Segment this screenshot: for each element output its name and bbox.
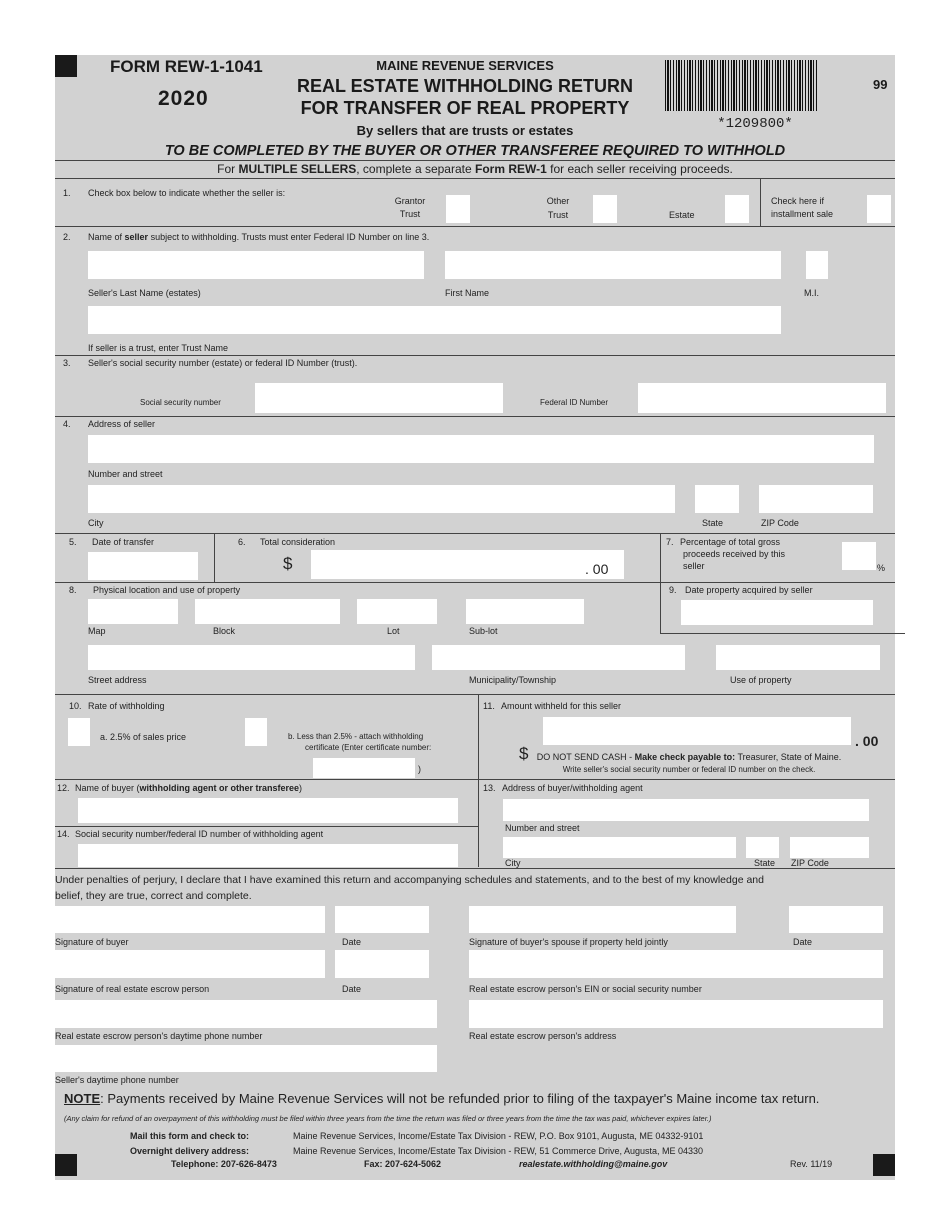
revision: Rev. 11/19: [790, 1159, 833, 1169]
date-acquired-input[interactable]: [681, 600, 873, 625]
seller-first-name-input[interactable]: [445, 251, 781, 279]
page-code: 99: [873, 77, 888, 92]
municipality-input[interactable]: [432, 645, 685, 670]
seller-zip-input[interactable]: [759, 485, 873, 513]
registration-mark: [873, 1154, 895, 1176]
refund-claim-note: (Any claim for refund of an overpayment of this withholding must be filed within three years from the time the return was filed or three years from the time the tax was paid, whichever expires later.): [64, 1114, 712, 1123]
certificate-number-input[interactable]: [313, 758, 415, 778]
barcode-text: *1209800*: [717, 116, 793, 132]
percentage-input[interactable]: [842, 542, 876, 570]
block-input[interactable]: [195, 599, 340, 624]
line1-label: Check box below to indicate whether the seller is:: [88, 188, 286, 198]
estate-checkbox[interactable]: [725, 195, 749, 223]
telephone: Telephone: 207-626-8473: [171, 1159, 277, 1169]
escrow-phone-input[interactable]: [55, 1000, 437, 1028]
spouse-signature-date-input[interactable]: [789, 906, 883, 933]
transfer-date-input[interactable]: [88, 552, 198, 580]
buyer-street-input[interactable]: [503, 799, 869, 821]
form-page: FORM REW-1-1041 2020 MAINE REVENUE SERVICES REAL ESTATE WITHHOLDING RETURN FOR TRANSFER OF REAL PROPERTY By sellers that are trusts or estates *1209800* 99 TO BE COMPLETED BY THE BUYER OR OTHER TRANSFEREE REQUIRED TO WITHHOLD For MULTIPLE SELLERS, complete a separate Form REW-1 for each seller receiving proceeds. 1. Check box below to indicate whether the seller is: Grantor Trust Other Trust Estate Check here if installment sale 2. Name of seller subject to withholding. Trusts must enter Federal ID Number on line 3. Seller's Last Name (estates) First Name M.I. If seller is a trust, enter Trust Name 3. Seller's social security number (estate) or federal ID Number (trust). Social security number Federal ID Number 4. Address of seller Number and street City State ZIP Code 5. Date of transfer 6. Total consideration $ . 00 7. Percentage of total gross proceeds received by this seller % 8. Physical location and use of property Map Block Lot Sub-lot 9. Date property acquired by seller Street address Municipality/Township Use of property 10. Rate of withholding a. 2.5% of sales price b. Less than 2.5% - attach withholding certificate (Enter certificate number: ) 11. Amount withheld for this seller $ . 00 DO NOT SEND CASH - Make check payable to: Treasurer, State of Maine. Write seller's social security number or federal ID number on the check. 12. Name of buyer (withholding agent or other transferee) 13. Address of buyer/withholding agent Number and street 14. Social security number/federal ID number of withholding agent City State ZIP Code Under penalties of perjury, I declare that I have examined this return and accompanying schedules and statements, and to the best of my knowledge and belief, they are true, correct and complete. Signature of buyer Date Signature of buyer's spouse if property held jointly Date Signature of real estate escrow person Date Real estate escrow person's EIN or social security number Real estate escrow person's daytime phone number Real estate escrow person's address Seller's daytime phone number NOTE: Payments received by Maine Revenue Services will not be refunded prior to filing of the taxpayer's Maine income tax return. (Any claim for refund of an overpayment of this withholding must be filed within three years from the time the return was filed or three years from the time the tax was paid, whichever expires later.) Mail this form and check to: Maine Revenue Services, Income/Estate Tax Division - REW, P.O. Box 9101, Augusta, ME 04332-9101 Overnight delivery address: Maine Revenue Services, Income/Estate Tax Division - REW, 51 Commerce Drive, Augusta, ME 04330 Telephone: 207-626-8473 Fax: 207-624-5062 realestate.withholding@maine.gov Rev. 11/19: [55, 55, 895, 1180]
escrow-signature-input[interactable]: [55, 950, 325, 978]
amount-withheld-input[interactable]: [543, 717, 851, 745]
form-subtitle: By sellers that are trusts or estates: [356, 123, 574, 138]
mailing-address: Maine Revenue Services, Income/Estate Tax Division - REW, P.O. Box 9101, Augusta, ME 04332-9101: [293, 1131, 704, 1141]
registration-mark: [55, 1154, 77, 1176]
total-consideration-input[interactable]: [311, 550, 624, 579]
completed-by-notice: TO BE COMPLETED BY THE BUYER OR OTHER TRANSFEREE REQUIRED TO WITHHOLD: [164, 143, 786, 159]
seller-street-input[interactable]: [88, 435, 874, 463]
map-input[interactable]: [88, 599, 178, 624]
use-of-property-input[interactable]: [716, 645, 880, 670]
sublot-input[interactable]: [466, 599, 584, 624]
seller-fein-input[interactable]: [638, 383, 886, 413]
seller-last-name-input[interactable]: [88, 251, 424, 279]
overnight-address: Maine Revenue Services, Income/Estate Tax Division - REW, 51 Commerce Drive, Augusta, ME 04330: [293, 1146, 704, 1156]
rate-b-checkbox[interactable]: [245, 718, 267, 746]
escrow-address-input[interactable]: [469, 1000, 883, 1028]
buyer-zip-input[interactable]: [790, 837, 869, 858]
seller-city-input[interactable]: [88, 485, 675, 513]
barcode: [665, 60, 817, 111]
installment-sale-checkbox[interactable]: [867, 195, 891, 223]
form-year: 2020: [158, 87, 209, 110]
buyer-city-input[interactable]: [503, 837, 736, 858]
property-street-input[interactable]: [88, 645, 415, 670]
perjury-statement: Under penalties of perjury, I declare that I have examined this return and accompanying schedules and statements, and to the best of my knowledge and: [55, 874, 764, 886]
seller-state-input[interactable]: [695, 485, 739, 513]
contact-email: realestate.withholding@maine.gov: [519, 1159, 668, 1169]
registration-mark: [55, 55, 77, 77]
refund-note: NOTE: Payments received by Maine Revenue Services will not be refunded prior to filing of the taxpayer's Maine income tax return.: [64, 1091, 820, 1106]
form-title-line1: REAL ESTATE WITHHOLDING RETURN: [297, 76, 633, 96]
seller-mi-input[interactable]: [806, 251, 828, 279]
buyer-signature-date-input[interactable]: [335, 906, 429, 933]
trust-name-input[interactable]: [88, 306, 781, 334]
agent-ssn-fein-input[interactable]: [78, 844, 458, 867]
agency-name: MAINE REVENUE SERVICES: [376, 58, 554, 73]
grantor-trust-checkbox[interactable]: [446, 195, 470, 223]
spouse-signature-input[interactable]: [469, 906, 736, 933]
escrow-ein-input[interactable]: [469, 950, 883, 978]
rate-a-checkbox[interactable]: [68, 718, 90, 746]
line12-label: Name of buyer (withholding agent or other transferee): [75, 783, 303, 793]
multiple-sellers-notice: For MULTIPLE SELLERS, complete a separate Form REW-1 for each seller receiving proceeds.: [217, 162, 733, 176]
fax: Fax: 207-624-5062: [364, 1159, 442, 1169]
buyer-name-input[interactable]: [78, 798, 458, 823]
escrow-signature-date-input[interactable]: [335, 950, 429, 978]
seller-ssn-input[interactable]: [255, 383, 503, 413]
lot-input[interactable]: [357, 599, 437, 624]
no-cash-notice: DO NOT SEND CASH - Make check payable to: Treasurer, State of Maine.: [536, 752, 842, 762]
other-trust-checkbox[interactable]: [593, 195, 617, 223]
form-id: FORM REW-1-1041: [110, 57, 263, 76]
seller-phone-input[interactable]: [55, 1045, 437, 1072]
form-title-line2: FOR TRANSFER OF REAL PROPERTY: [300, 98, 630, 118]
buyer-state-input[interactable]: [746, 837, 779, 858]
buyer-signature-input[interactable]: [55, 906, 325, 933]
line2-label: Name of seller subject to withholding. Trusts must enter Federal ID Number on line 3.: [88, 232, 430, 242]
